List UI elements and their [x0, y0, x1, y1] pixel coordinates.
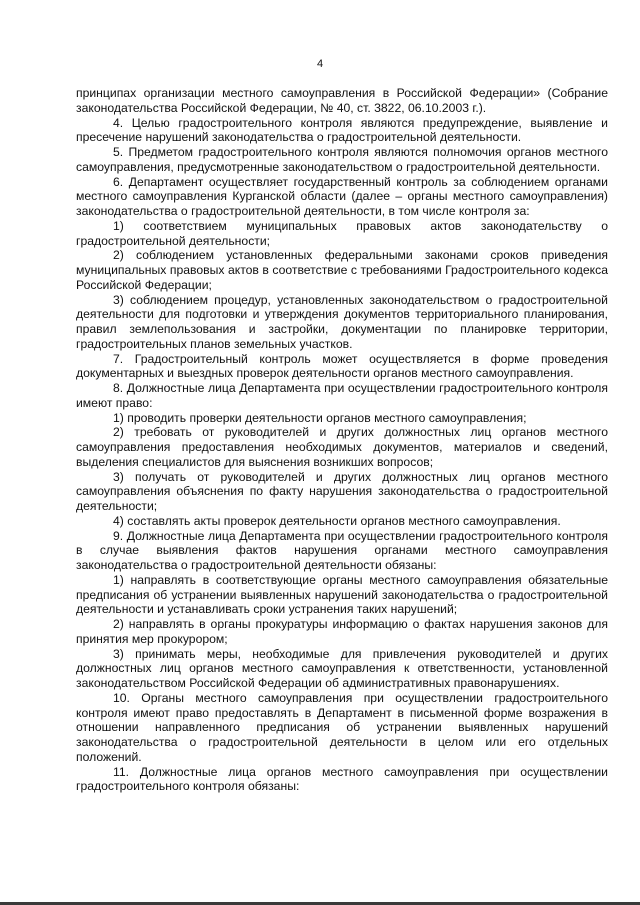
paragraph-4: 4. Целью градостроительного контроля являются предупреждение, выявление и пресечение нарушений законодательства о градостроительной деятельности. — [76, 115, 608, 145]
paragraph-9: 9. Должностные лица Департамента при осуществлении градостроительного контроля в случае выявления фактов нарушения органами местного самоуправления законодательства о градостроительной деятельности обязаны: — [76, 528, 608, 572]
page-number: 4 — [316, 58, 324, 70]
list-item-8-4: 4) составлять акты проверок деятельности органов местного самоуправления. — [113, 513, 561, 528]
list-item-6-2: 2) соблюдением установленных федеральными законами сроков приведения муниципальных правовых актов в соответствие с требованиями Градостроительного кодекса Российской Федерации; — [76, 248, 608, 292]
paragraph-7: 7. Градостроительный контроль может осуществляется в форме проведения документарных и выездных проверок деятельности органов местного самоуправления. — [76, 351, 608, 381]
paragraph-5: 5. Предметом градостроительного контроля являются полномочия органов местного самоуправления, предусмотренные законодательством о градостроительной деятельности. — [76, 145, 608, 174]
list-item-8-2: 2) требовать от руководителей и других должностных лиц органов местного самоуправления предоставления необходимых документов, материалов и сведений, выделения специалистов для выяснения возникших вопросов; — [76, 425, 608, 469]
list-item-8-1: 1) проводить проверки деятельности органов местного самоуправления; — [113, 410, 527, 425]
document-body — [76, 86, 608, 794]
paragraph-10: 10. Органы местного самоуправления при осуществлении градостроительного контроля имеют право предоставлять в Департамент в письменной форме возражения в отношении направленного предписания об устранении выявленных нарушений законодательства о градостроительной деятельности в целом или его отдельных положений. — [76, 690, 608, 764]
list-item-8-3: 3) получать от руководителей и других должностных лиц органов местного самоуправления объяснения по факту нарушения законодательства о градостроительной деятельности; — [76, 469, 608, 513]
list-item-6-1: 1) соответствием муниципальных правовых актов законодательству о градостроительной деятельности; — [76, 218, 608, 248]
list-item-9-2: 2) направлять в органы прокуратуры информацию о фактах нарушения законов для принятия мер прокурором; — [76, 617, 608, 646]
list-item-9-3: 3) принимать меры, необходимые для привлечения руководителей и других должностных лиц органов местного самоуправления к ответственности, установленной законодательством Российской Федерации об административных правонарушениях. — [76, 646, 608, 690]
paragraph-continuation: принципах организации местного самоуправления в Российской Федерации» (Собрание законодательства Российской Федерации, № 40, ст. 3822, 06.10.2003 г.). — [76, 86, 608, 115]
paragraph-11: 11. Должностные лица органов местного самоуправления при осуществлении градостроительного контроля обязаны: — [76, 764, 608, 794]
list-item-6-3: 3) соблюдением процедур, установленных законодательством о градостроительной деятельности для подготовки и утверждения документов территориального планирования, правил землепользования и застройки, документации по планировке территории, градостроительных планов земельных участков. — [76, 292, 608, 351]
list-item-9-1: 1) направлять в соответствующие органы местного самоуправления обязательные предписания об устранении выявленных нарушений законодательства о градостроительной деятельности и устанавливать сроки устранения таких нарушений; — [76, 572, 608, 617]
paragraph-8: 8. Должностные лица Департамента при осуществлении градостроительного контроля имеют право: — [76, 381, 608, 410]
paragraph-6: 6. Департамент осуществляет государственный контроль за соблюдением органами местного самоуправления Курганской области (далее – органы местного самоуправления) законодательства о градостроительной деятельности, в том числе контроля за: — [76, 174, 608, 218]
